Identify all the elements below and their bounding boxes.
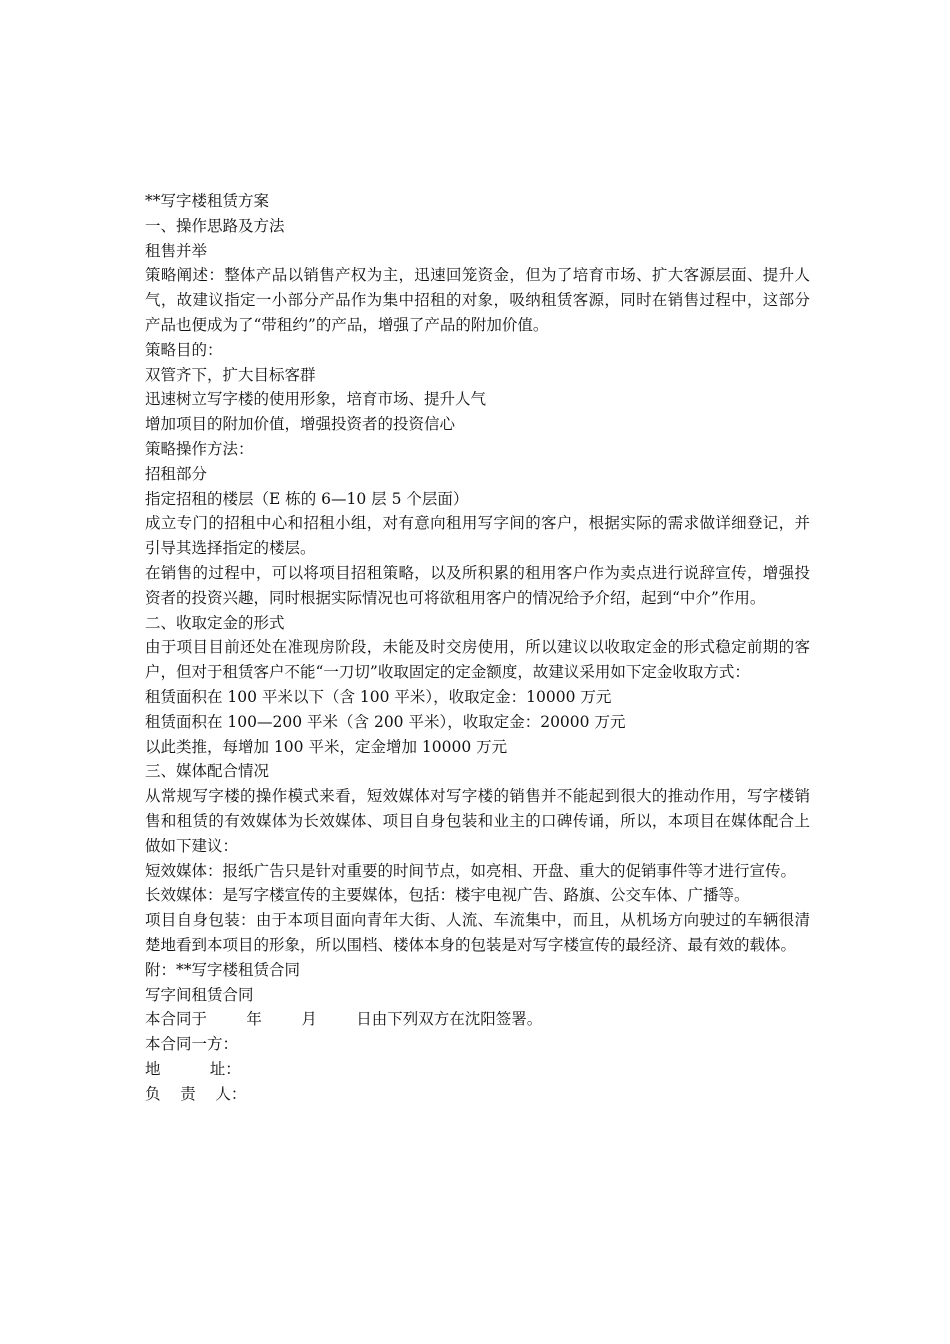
self-pack-paragraph: 项目自身包装：由于本项目面向青年大街、人流、车流集中，而且，从机场方向驶过的车辆很清楚地看到本项目的形象，所以围档、楼体本身的包装是对写字楼宣传的最经济、最有效的载体。 xyxy=(145,911,810,954)
deposit-item: 以此类推，每增加 100 平米，定金增加 10000 万元 xyxy=(145,737,508,756)
deposit-item: 租赁面积在 100—200 平米（含 200 平米），收取定金：20000 万元 xyxy=(145,712,626,731)
section-2-heading: 二、收取定金的形式 xyxy=(145,613,285,632)
goal-item: 增加项目的附加价值，增强投资者的投资信心 xyxy=(145,415,456,434)
section-3-heading: 三、媒体配合情况 xyxy=(145,762,270,781)
section-1-heading: 一、操作思路及方法 xyxy=(145,216,285,235)
deposit-item: 租赁面积在 100 平米以下（含 100 平米），收取定金：10000 万元 xyxy=(145,687,612,706)
long-media-paragraph: 长效媒体：是写字楼宣传的主要媒体，包括：楼宇电视广告、路旗、公交车体、广播等。 xyxy=(145,886,750,905)
contract-person: 负 责 人： xyxy=(145,1084,247,1103)
contract-address: 地 址： xyxy=(145,1059,241,1078)
sales-paragraph: 在销售的过程中，可以将项目招租策略，以及所积累的租用客户作为卖点进行说辞宣传，增强投资者的投资兴趣，同时根据实际情况也可将欲租用客户的情况给予介绍，起到“中介”作用。 xyxy=(145,563,810,607)
designated-floors: 指定招租的楼层（E 栋的 6—10 层 5 个层面） xyxy=(145,489,469,508)
short-media-paragraph: 短效媒体：报纸广告只是针对重要的时间节点，如亮相、开盘、重大的促销事件等才进行宣传。 xyxy=(145,861,797,880)
rent-part-label: 招租部分 xyxy=(145,464,208,483)
goal-item: 迅速树立写字楼的使用形象，培育市场、提升人气 xyxy=(145,390,487,409)
deposit-paragraph: 由于项目目前还处在准现房阶段，未能及时交房使用，所以建议以收取定金的形式稳定前期的客户，但对于租赁客户不能“一刀切”收取固定的定金额度，故建议采用如下定金收取方式： xyxy=(145,638,810,682)
appendix-label: 附：**写字楼租赁合同 xyxy=(145,960,301,979)
strategy-description: 策略阐述：整体产品以销售产权为主，迅速回笼资金，但为了培育市场、扩大客源层面、提升人气，故建议指定一小部分产品作为集中招租的对象，吸纳租赁客源，同时在销售过程中，这部分产品也便成为了“带租约”的产品，增强了产品的附加价值。 xyxy=(145,266,810,334)
contract-sign-line: 本合同于 年 月 日由下列双方在沈阳签署。 xyxy=(145,1010,543,1029)
goal-item: 双管齐下，扩大目标客群 xyxy=(145,365,316,384)
contract-party-a: 本合同一方： xyxy=(145,1035,239,1054)
document-title: **写字楼租赁方案 xyxy=(145,192,270,210)
strategy-method-label: 策略操作方法： xyxy=(145,439,254,458)
media-paragraph: 从常规写字楼的操作模式来看，短效媒体对写字楼的销售并不能起到很大的推动作用，写字楼销售和租赁的有效媒体为长效媒体、项目自身包装和业主的口碑传诵，所以，本项目在媒体配合上做如下建议： xyxy=(145,787,810,855)
document-page xyxy=(145,189,810,1106)
rent-center-paragraph: 成立专门的招租中心和招租小组，对有意向租用写字间的客户，根据实际的需求做详细登记，并引导其选择指定的楼层。 xyxy=(145,514,810,558)
contract-title: 写字间租赁合同 xyxy=(145,985,254,1004)
section-1-subheading: 租售并举 xyxy=(145,241,208,260)
strategy-goal-label: 策略目的： xyxy=(145,340,223,359)
